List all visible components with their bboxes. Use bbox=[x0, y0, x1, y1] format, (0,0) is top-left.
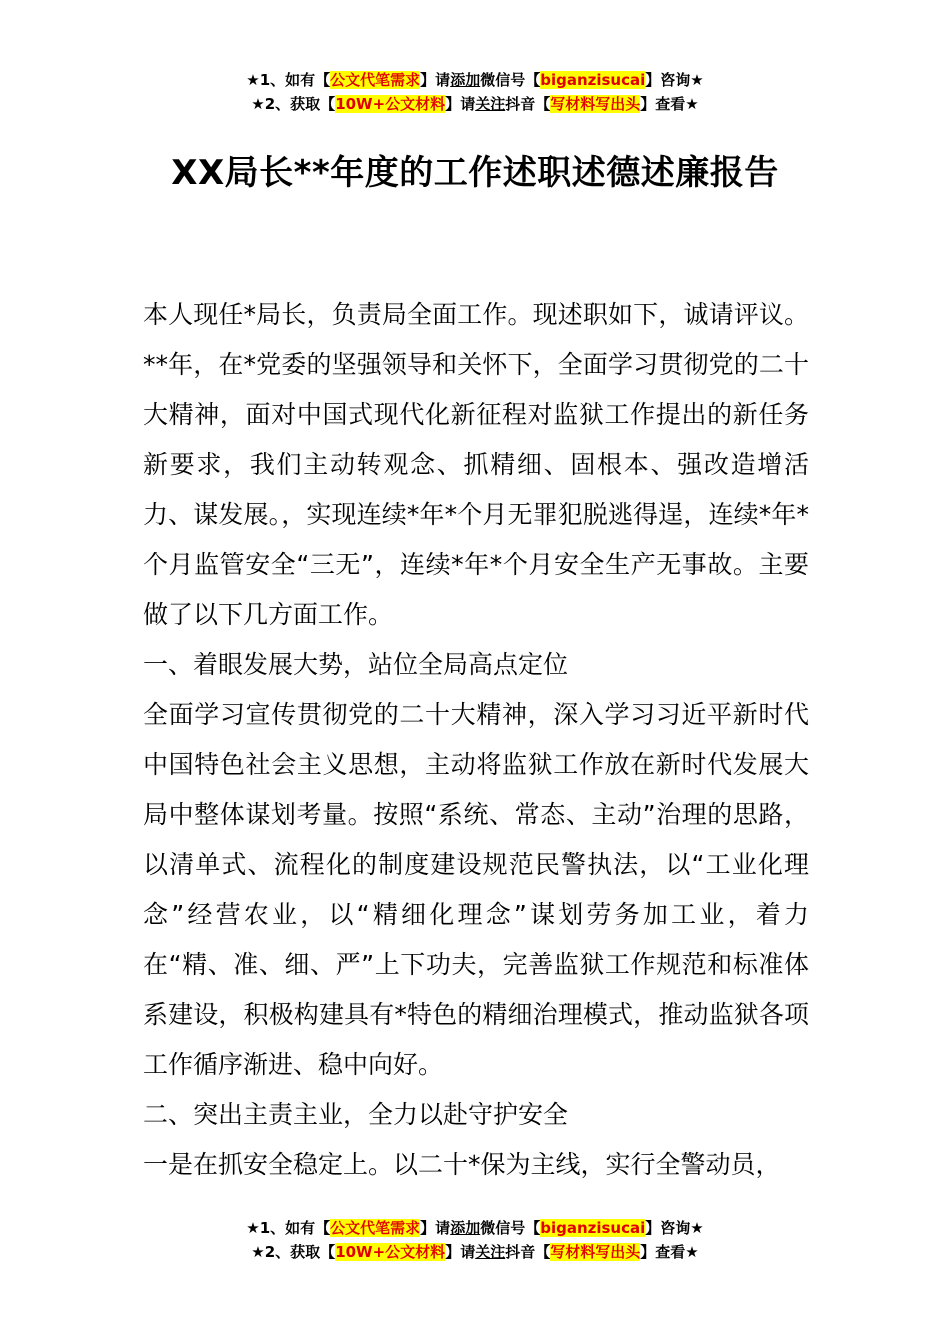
promo-underline: 关注 bbox=[475, 95, 506, 113]
promo-highlight: 10W+公文材料 bbox=[335, 1243, 446, 1261]
promo-text: ★1、如有【 bbox=[246, 1219, 331, 1237]
document-body bbox=[143, 290, 809, 1190]
top-promo-banner bbox=[0, 68, 950, 116]
promo-line-2 bbox=[0, 1240, 950, 1264]
promo-text: 】查看★ bbox=[640, 95, 699, 113]
promo-text: 】咨询★ bbox=[645, 1219, 704, 1237]
promo-highlight: 公文代笔需求 bbox=[330, 71, 421, 89]
promo-underline: 关注 bbox=[475, 1243, 506, 1261]
wechat-id-highlight: biganzisucai bbox=[540, 71, 646, 89]
paragraph-section-2: 一是在抓安全稳定上。以二十*保为主线，实行全警动员， bbox=[143, 1150, 781, 1179]
wechat-id-highlight: biganzisucai bbox=[540, 1219, 646, 1237]
paragraph-section-1: 全面学习宣传贯彻党的二十大精神，深入学习习近平新时代中国特色社会主义思想，主动将监狱工作放在新时代发展大局中整体谋划考量。按照“系统、常态、主动”治理的思路，以清单式、流程化的制度建设规范民警执法，以“工业化理念”经营农业，以“精细化理念”谋划劳务加工业，着力在“精、准、细、严”上下功夫，完善监狱工作规范和标准体系建设，积极构建具有*特色的精细治理模式，推动监狱各项工作循序渐进、稳中向好。 bbox=[143, 700, 809, 1079]
promo-line-1 bbox=[0, 68, 950, 92]
promo-line-2 bbox=[0, 92, 950, 116]
promo-highlight: 10W+公文材料 bbox=[335, 95, 446, 113]
promo-text: 微信号【 bbox=[480, 71, 541, 89]
promo-text: 抖音【 bbox=[505, 1243, 551, 1261]
promo-text: 】请 bbox=[445, 95, 476, 113]
douyin-highlight: 写材料写出头 bbox=[550, 95, 641, 113]
promo-underline: 添加 bbox=[450, 1219, 481, 1237]
promo-text: 】请 bbox=[420, 1219, 451, 1237]
promo-text: 抖音【 bbox=[505, 95, 551, 113]
promo-text: 】查看★ bbox=[640, 1243, 699, 1261]
document-title: XX局长**年度的工作述职述德述廉报告 bbox=[171, 153, 779, 193]
promo-text: ★1、如有【 bbox=[246, 71, 331, 89]
promo-text: 微信号【 bbox=[480, 1219, 541, 1237]
promo-text: ★2、获取【 bbox=[251, 95, 336, 113]
promo-text: 】请 bbox=[445, 1243, 476, 1261]
section-heading-1: 一、着眼发展大势，站位全局高点定位 bbox=[143, 650, 569, 679]
douyin-highlight: 写材料写出头 bbox=[550, 1243, 641, 1261]
bottom-promo-banner bbox=[0, 1216, 950, 1264]
promo-line-1 bbox=[0, 1216, 950, 1240]
promo-text: 】咨询★ bbox=[645, 71, 704, 89]
promo-text: 】请 bbox=[420, 71, 451, 89]
promo-underline: 添加 bbox=[450, 71, 481, 89]
promo-highlight: 公文代笔需求 bbox=[330, 1219, 421, 1237]
promo-text: ★2、获取【 bbox=[251, 1243, 336, 1261]
paragraph-intro: 本人现任*局长，负责局全面工作。现述职如下，诚请评议。**年，在*党委的坚强领导和关怀下，全面学习贯彻党的二十大精神，面对中国式现代化新征程对监狱工作提出的新任务新要求，我们主动转观念、抓精细、固根本、强改造增活力、谋发展。，实现连续*年*个月无罪犯脱逃得逞，连续*年*个月监管安全“三无”，连续*年*个月安全生产无事故。主要做了以下几方面工作。 bbox=[143, 300, 809, 629]
section-heading-2: 二、突出主责主业，全力以赴守护安全 bbox=[143, 1100, 569, 1129]
